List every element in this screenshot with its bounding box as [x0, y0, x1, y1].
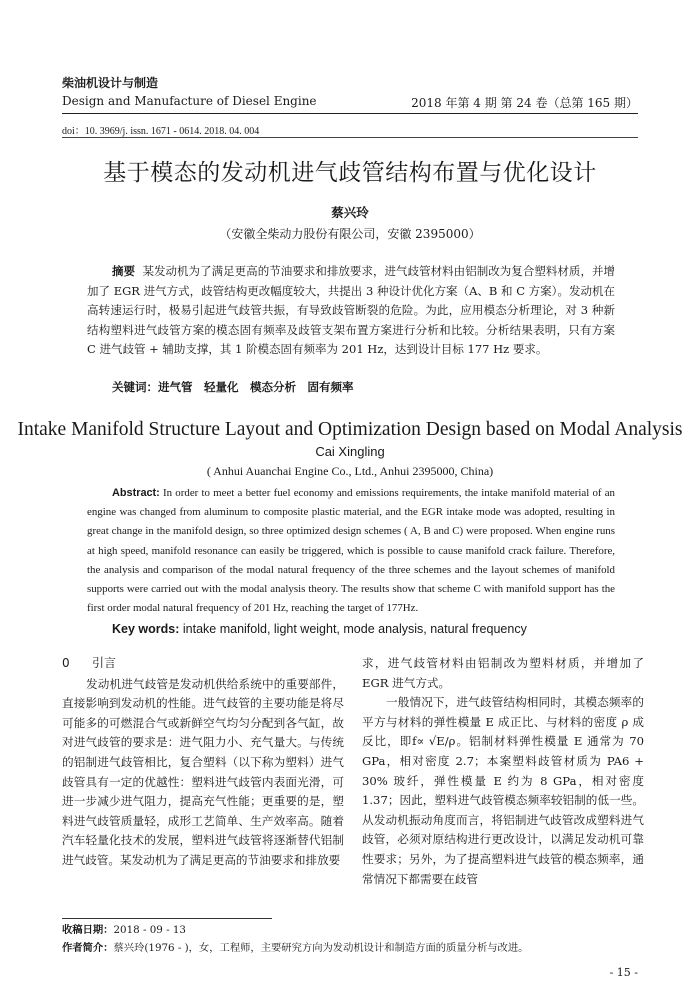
keywords-en-text: intake manifold, light weight, mode analysis, natural frequency	[182, 622, 527, 636]
author-en: Cai Xingling	[315, 444, 385, 459]
abstract-en-text: In order to meet a better fuel economy and emissions requirements, the intake manifold material of an engine was changed from aluminum to composite plastic material, and the EGR intake mode was adopted, resulting in great change in the manifold design, so three optimized design schemes ( A, B and C) were proposed. When engine runs at high speed, manifold resonance can easily be triggered, which is possible to cause manifold crack failure. Therefore, the analysis and comparison of the modal natural frequency of the three schemes and the layout schemes of manifold supports were carried out with the modal analysis theory. The results show that scheme C with manifold support has the first order modal natural frequency of 201 Hz, reaching the target of 177Hz.	[87, 487, 615, 615]
footnote-received-date: 2018 - 09 - 13	[113, 924, 186, 936]
body-column-left	[62, 654, 344, 871]
title-cn: 基于模态的发动机进气歧管结构布置与优化设计	[103, 160, 597, 186]
journal-name-en: Design and Manufacture of Diesel Engine	[62, 94, 317, 108]
keywords-en	[112, 622, 527, 636]
footnote-received	[62, 922, 186, 938]
intro-paragraph-2-part-b: 。铝制材料弹性模量 E 通常为 70 GPa，相对密度 2.7；本案塑料歧管材质为 PA6 + 30% 玻纤，弹性模量 E 约为 8 GPa，相对密度 1.37；因此，塑料进气歧管模态频率较铝制的低一些。从发动机振动角度而言，将铝制进气歧管改成塑料进气歧管，必须对原结构进行更改设计，以满足发动机可靠性要求；另外，为了提高塑料进气歧管的模态频率，通常情况下都需要在歧管	[362, 734, 644, 886]
section-title: 引言	[92, 656, 117, 670]
abstract-cn	[87, 262, 615, 360]
abstract-en-label: Abstract:	[112, 487, 160, 499]
keywords-cn-text: 进气管 轻量化 模态分析 固有频率	[158, 380, 354, 394]
section-heading	[62, 654, 344, 674]
body-column-right	[362, 654, 644, 889]
page-number: - 15 -	[609, 966, 638, 979]
frequency-formula: f∝ √E/ρ	[412, 734, 456, 749]
affiliation-en: ( Anhui Auanchai Engine Co., Ltd., Anhui 2395000, China)	[206, 464, 494, 478]
journal-name-cn: 柴油机设计与制造	[62, 76, 159, 90]
issue-info: 2018 年第 4 期 第 24 卷（总第 165 期）	[411, 96, 638, 110]
keywords-cn	[112, 379, 354, 395]
keywords-en-label: Key words:	[112, 622, 180, 636]
footnote-received-label: 收稿日期：	[62, 924, 114, 936]
intro-paragraph-1-continued: 求，进气歧管材料由铝制改为塑料材质，并增加了 EGR 进气方式。	[362, 656, 644, 690]
footnote-author-bio: 蔡兴玲(1976 - )，女，工程师，主要研究方向为发动机设计和制造方面的质量分析与改进。	[113, 942, 529, 954]
header-rule	[62, 113, 638, 114]
footnote-author-label: 作者简介：	[62, 942, 114, 954]
affiliation-cn: （安徽全柴动力股份有限公司，安徽 2395000）	[219, 227, 481, 241]
doi: doi：10. 3969/j. issn. 1671 - 0614. 2018. 04. 004	[62, 126, 260, 137]
title-en: Intake Manifold Structure Layout and Optimization Design based on Modal Analysis	[17, 419, 683, 440]
section-number: 0	[62, 656, 70, 670]
intro-paragraph-1: 发动机进气歧管是发动机供给系统中的重要部件，直接影响到发动机的性能。进气歧管的主要功能是将尽可能多的可燃混合气或新鲜空气均匀分配到各气缸，故对进气歧管的要求是：进气阻力小、充气量大。与传统的铝制进气歧管相比，复合塑料（以下称为塑料）进气歧管具有一定的优越性：塑料进气歧管内表面光滑，可进一步减少进气阻力，提高充气性能；更重要的是，塑料进气歧管质量轻，成形工艺简单、生产效率高。随着汽车轻量化技术的发展，塑料进气歧管将逐渐替代铝制进气歧管。某发动机为了满足更高的节油要求和排放要	[62, 676, 344, 867]
abstract-cn-label: 摘要	[112, 264, 136, 278]
footnote-author	[62, 940, 528, 956]
intro-paragraph-2	[362, 693, 644, 889]
abstract-en	[87, 484, 615, 618]
abstract-cn-text: 某发动机为了满足更高的节油要求和排放要求，进气歧管材料由铝制改为复合塑料材质，并增加了 EGR 进气方式，歧管结构更改幅度较大，共提出 3 种设计优化方案（A、B 和 C 方案）。发动机在高转速运行时，极易引起进气歧管共振，有导致歧管断裂的危险。为此，应用模态分析理论，对 3 种新结构塑料进气歧管方案的模态固有频率及歧管支架布置方案进行分析和比较。分析结果表明，只有方案 C 进气歧管 + 辅助支撑，其 1 阶模态固有频率为 201 Hz，达到设计目标 177 Hz 要求。	[87, 264, 616, 356]
footnote-rule	[62, 918, 272, 919]
intro-paragraph-2-part-a: 一般情况下，进气歧管结构相同时，其模态频率的平方与材料的弹性模量 E 成正比、与材料的密度 ρ 成反比，即	[362, 695, 644, 749]
author-cn: 蔡兴玲	[331, 205, 369, 220]
doi-rule	[62, 137, 638, 138]
keywords-cn-label: 关键词：	[112, 380, 158, 394]
